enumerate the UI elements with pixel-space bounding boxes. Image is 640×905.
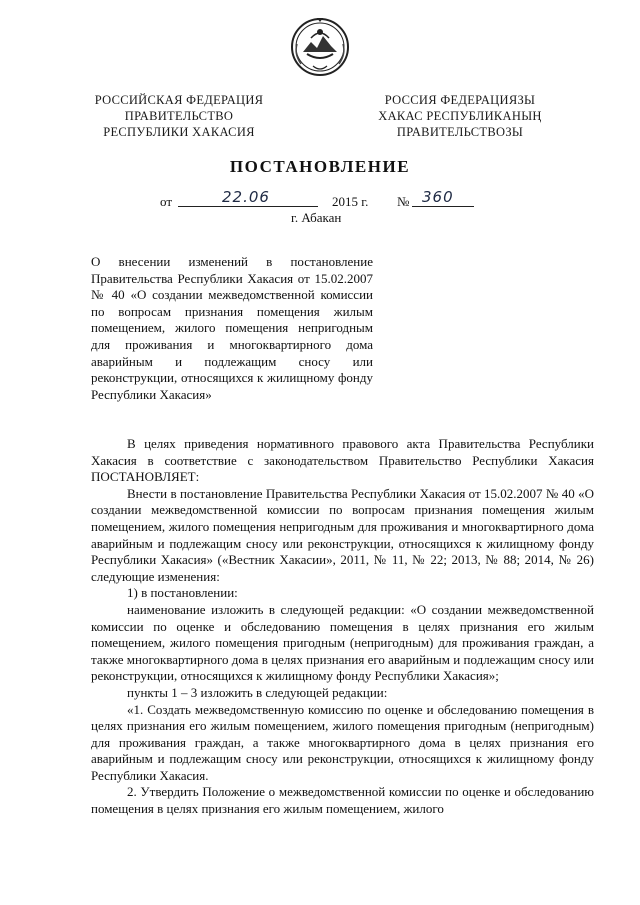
number-underline bbox=[412, 206, 474, 207]
paragraph: Внести в постановление Правительства Республики Хакасия от 15.02.2007 № 40 «О создании межведомственной комиссии по вопросам признания помещения жилым помещением, жилого помещения непригодным для проживания и многоквартирного дома аварийным и подлежащим сносу или реконструкции, относящихся к жилищному фонду Республики Хакасия» («Вестник Хакасии», 2011, № 11, № 22; 2013, № 88; 2014, № 26) следующие изменения: bbox=[91, 485, 594, 584]
paragraph: пункты 1 – 3 изложить в следующей редакции: bbox=[127, 684, 388, 700]
date-underline bbox=[178, 206, 318, 207]
header-left-line-2: ПРАВИТЕЛЬСТВО bbox=[124, 109, 234, 123]
paragraph: наименование изложить в следующей редакции: «О создании межведомственной комиссии по оценке и обследованию помещения в целях признания его жилым помещением, жилого помещения пригодным (непригодным) для проживания граждан, а также многоквартирного дома в целях признания его аварийным и подлежащим сносу или реконструкции, относящихся к жилищному фонду Республики Хакасия»; bbox=[91, 601, 594, 684]
header-left-line-1: РОССИЙСКАЯ ФЕДЕРАЦИЯ bbox=[94, 93, 264, 107]
paragraph: В целях приведения нормативного правового акта Правительства Республики Хакасия в соответствие с законодательством Правительство Республики Хакасия ПОСТАНОВЛЯЕТ: bbox=[91, 436, 594, 485]
date-number-line bbox=[160, 188, 500, 212]
city-line: г. Абакан bbox=[291, 210, 342, 225]
date-prefix: от bbox=[160, 194, 173, 209]
paragraph: «1. Создать межведомственную комиссию по оценке и обследованию помещения в целях признания его жилым помещением, жилого помещения пригодным (непригодным) для проживания граждан, а также многоквартирного дома в целях признания его аварийным и подлежащим сносу или реконструкции, относящихся к жилищному фонду Республики Хакасия. bbox=[91, 701, 594, 783]
handwritten-date: 22.06 bbox=[222, 188, 270, 206]
body-text bbox=[91, 436, 594, 818]
header-right-line-3: ПРАВИТЕЛЬСТВОЗЫ bbox=[396, 125, 524, 139]
header-left-line-3: РЕСПУБЛИКИ ХАКАСИЯ bbox=[103, 125, 255, 139]
header-right-line-2: ХАКАС РЕСПУБЛИКАНЫҢ bbox=[378, 109, 542, 123]
paragraph: 2. Утвердить Положение о межведомственной комиссии по оценке и обследованию помещения в целях признания его жилым помещением, жилого bbox=[91, 784, 594, 817]
header-left-block bbox=[84, 92, 274, 140]
date-year: 2015 г. bbox=[332, 194, 369, 209]
number-sign: № bbox=[397, 194, 410, 209]
subject-heading: О внесении изменений в постановление Правительства Республики Хакасия от 15.02.2007 № 40 «О создании межведомственной комиссии по вопросам признания помещения жилым помещением, жилого помещения непригодным для проживания и многоквартирного дома аварийным и подлежащим сносу или реконструкции, относящихся к жилищному фонду Республики Хакасия» bbox=[91, 254, 373, 402]
handwritten-number: 360 bbox=[422, 188, 454, 206]
header-right-block bbox=[360, 92, 560, 140]
document-type-title: ПОСТАНОВЛЕНИЕ bbox=[229, 157, 411, 176]
paragraph: 1) в постановлении: bbox=[127, 585, 238, 601]
header-right-line-1: РОССИЯ ФЕДЕРАЦИЯЗЫ bbox=[384, 93, 536, 107]
coat-of-arms-emblem bbox=[289, 14, 351, 78]
